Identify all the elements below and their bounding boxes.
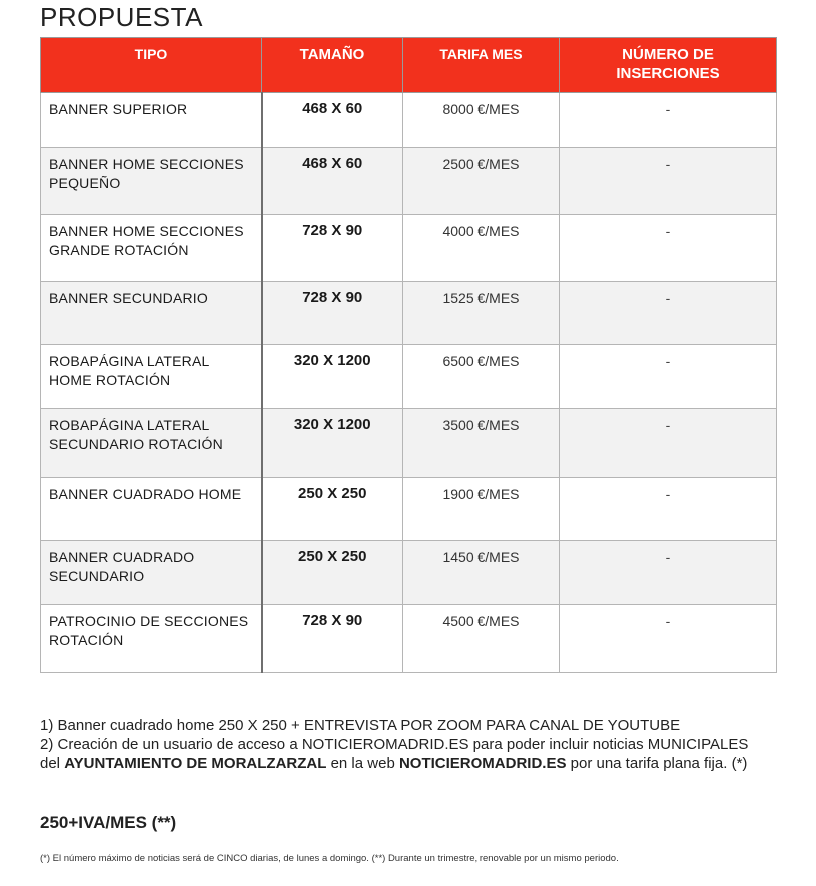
row-size: 250 X 250 (262, 541, 403, 605)
row-price: 1450 €/MES (403, 541, 560, 605)
row-inserciones: - (560, 93, 777, 148)
table-row (41, 541, 777, 605)
table-row (41, 345, 777, 409)
table-row (41, 93, 777, 148)
table-row (41, 409, 777, 478)
row-size: 468 X 60 (262, 148, 403, 215)
row-tipo: BANNER CUADRADO HOME (41, 478, 262, 541)
row-price: 3500 €/MES (403, 409, 560, 478)
row-tipo: PATROCINIO DE SECCIONES ROTACIÓN (41, 605, 262, 673)
row-size: 728 X 90 (262, 605, 403, 673)
row-tipo: ROBAPÁGINA LATERAL SECUNDARIO ROTACIÓN (41, 409, 262, 478)
row-price: 8000 €/MES (403, 93, 560, 148)
note-1: 1) Banner cuadrado home 250 X 250 + ENTREVISTA POR ZOOM PARA CANAL DE YOUTUBE (40, 717, 681, 734)
row-size: 320 X 1200 (262, 409, 403, 478)
table-row (41, 215, 777, 282)
header-tamano: TAMAÑO (262, 38, 403, 93)
row-size: 468 X 60 (262, 93, 403, 148)
row-inserciones: - (560, 215, 777, 282)
site-name: NOTICIEROMADRID.ES (398, 755, 567, 772)
row-tipo: ROBAPÁGINA LATERAL HOME ROTACIÓN (41, 345, 262, 409)
row-inserciones: - (560, 148, 777, 215)
flat-rate: 250+IVA/MES (**) (40, 813, 177, 832)
header-tipo: TIPO (41, 38, 262, 93)
row-inserciones: - (560, 541, 777, 605)
header-inserciones: NÚMERO DE INSERCIONES (560, 38, 777, 93)
row-inserciones: - (560, 282, 777, 345)
row-price: 1900 €/MES (403, 478, 560, 541)
row-price: 4000 €/MES (403, 215, 560, 282)
table-row (41, 282, 777, 345)
row-tipo: BANNER SECUNDARIO (41, 282, 262, 345)
row-tipo: BANNER CUADRADO SECUNDARIO (41, 541, 262, 605)
row-inserciones: - (560, 605, 777, 673)
table-row (41, 148, 777, 215)
footnote: (*) El número máximo de noticias será de CINCO diarias, de lunes a domingo. (**) Durante un trimestre, renovable por un mismo periodo. (40, 853, 619, 864)
table-row (41, 478, 777, 541)
row-size: 728 X 90 (262, 282, 403, 345)
row-price: 4500 €/MES (403, 605, 560, 673)
row-tipo: BANNER HOME SECCIONES PEQUEÑO (41, 148, 262, 215)
notes (40, 716, 770, 773)
header-tarifa: TARIFA MES (403, 38, 560, 93)
row-size: 320 X 1200 (262, 345, 403, 409)
row-inserciones: - (560, 409, 777, 478)
row-tipo: BANNER SUPERIOR (41, 93, 262, 148)
table-header-row (41, 38, 777, 93)
row-inserciones: - (560, 478, 777, 541)
row-tipo: BANNER HOME SECCIONES GRANDE ROTACIÓN (41, 215, 262, 282)
note-2: 2) Creación de un usuario de acceso a NOTICIEROMADRID.ES para poder incluir noticias MUNICIPALES del AYUNTAMIENTO DE MORALZARZAL en la web NOTICIEROMADRID.ES por una tarifa plana fija. (*) (40, 736, 749, 772)
page-title: PROPUESTA (40, 2, 203, 32)
row-price: 2500 €/MES (403, 148, 560, 215)
row-size: 728 X 90 (262, 215, 403, 282)
row-size: 250 X 250 (262, 478, 403, 541)
row-price: 6500 €/MES (403, 345, 560, 409)
row-inserciones: - (560, 345, 777, 409)
row-price: 1525 €/MES (403, 282, 560, 345)
proposal-table (40, 37, 777, 673)
table-row (41, 605, 777, 673)
ayuntamiento-name: AYUNTAMIENTO DE MORALZARZAL (64, 755, 327, 772)
